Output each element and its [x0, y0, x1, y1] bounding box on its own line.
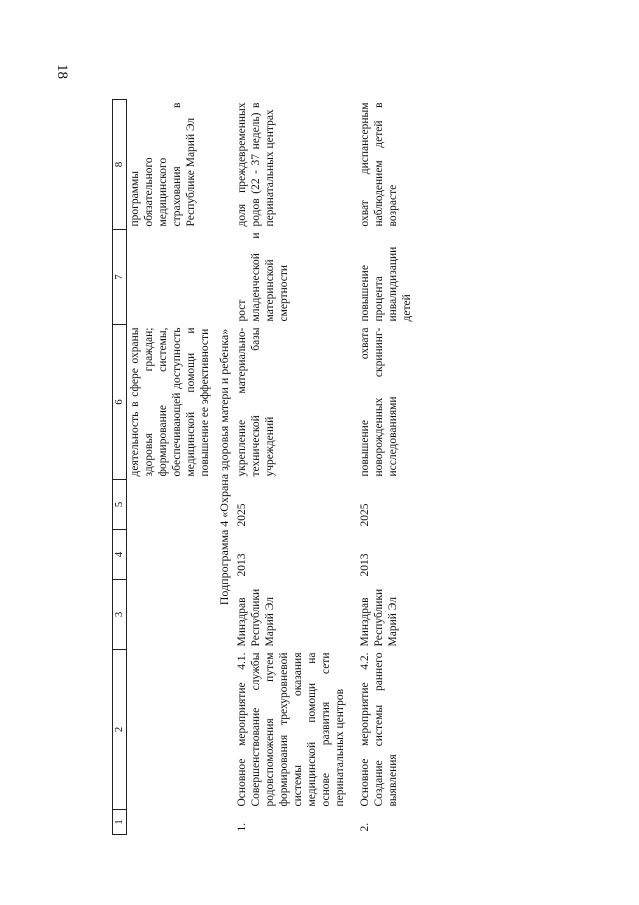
- start-year-cell: 2013: [359, 553, 372, 577]
- link-cell: охват диспансерным наблюдением детей в возрасте: [359, 102, 400, 227]
- end-year-cell: 2025: [236, 503, 249, 527]
- continuation-link: программы обязательного медицинского страхования в Республике Марий Эл: [129, 102, 198, 227]
- end-year-cell: 2025: [359, 503, 372, 527]
- executor-cell: Минздрав Республики Марий Эл: [359, 588, 400, 647]
- table-row: [234, 100, 348, 835]
- header-cell: 7: [113, 230, 127, 325]
- start-year-cell: 2013: [236, 553, 249, 577]
- page-number: 18: [54, 64, 70, 79]
- result-cell: повышение охвата новорожденных скрининг-исследованиями: [359, 327, 400, 477]
- measure-cell: Основное мероприятие 4.2. Создание системы раннего выявления: [359, 652, 400, 807]
- header-cell: 3: [113, 580, 127, 650]
- program-table: [112, 99, 415, 835]
- table-row: [348, 100, 415, 835]
- header-cell: 5: [113, 480, 127, 530]
- header-cell: 6: [113, 325, 127, 480]
- continuation-result: деятельность в сфере охраны здоровья граждан; формирование системы, обеспечивающей доступность медицинской помощи и повышение ее эффективности: [129, 327, 212, 477]
- header-cell: 1: [113, 810, 127, 835]
- header-cell: 2: [113, 650, 127, 810]
- executor-cell: Минздрав Республики Марий Эл: [236, 588, 277, 647]
- row-number: 2.: [359, 822, 372, 832]
- measure-cell: Основное мероприятие 4.1. Совершенствование службы родовспоможения путем формирования трехуровневой системы оказания медицинской помощи на основе развития сети перинатальных центров: [236, 652, 347, 807]
- consequence-cell: рост младенческой и материнской смертности: [236, 232, 291, 322]
- result-cell: укрепление материально-технической базы учреждений: [236, 327, 277, 477]
- consequence-cell: повышение процента инвалидизации детей: [359, 246, 414, 322]
- header-row: [113, 100, 127, 835]
- subprogram-row: [214, 100, 235, 835]
- header-cell: 8: [113, 100, 127, 230]
- subprogram-title: Подпрограмма 4 «Охрана здоровья матери и ребенка»: [216, 328, 231, 606]
- header-cell: 4: [113, 530, 127, 580]
- link-cell: доля преждевременных родов (22 - 37 недель) в перинатальных центрах: [236, 102, 277, 227]
- row-number: 1.: [236, 822, 249, 832]
- continuation-row: [127, 100, 214, 835]
